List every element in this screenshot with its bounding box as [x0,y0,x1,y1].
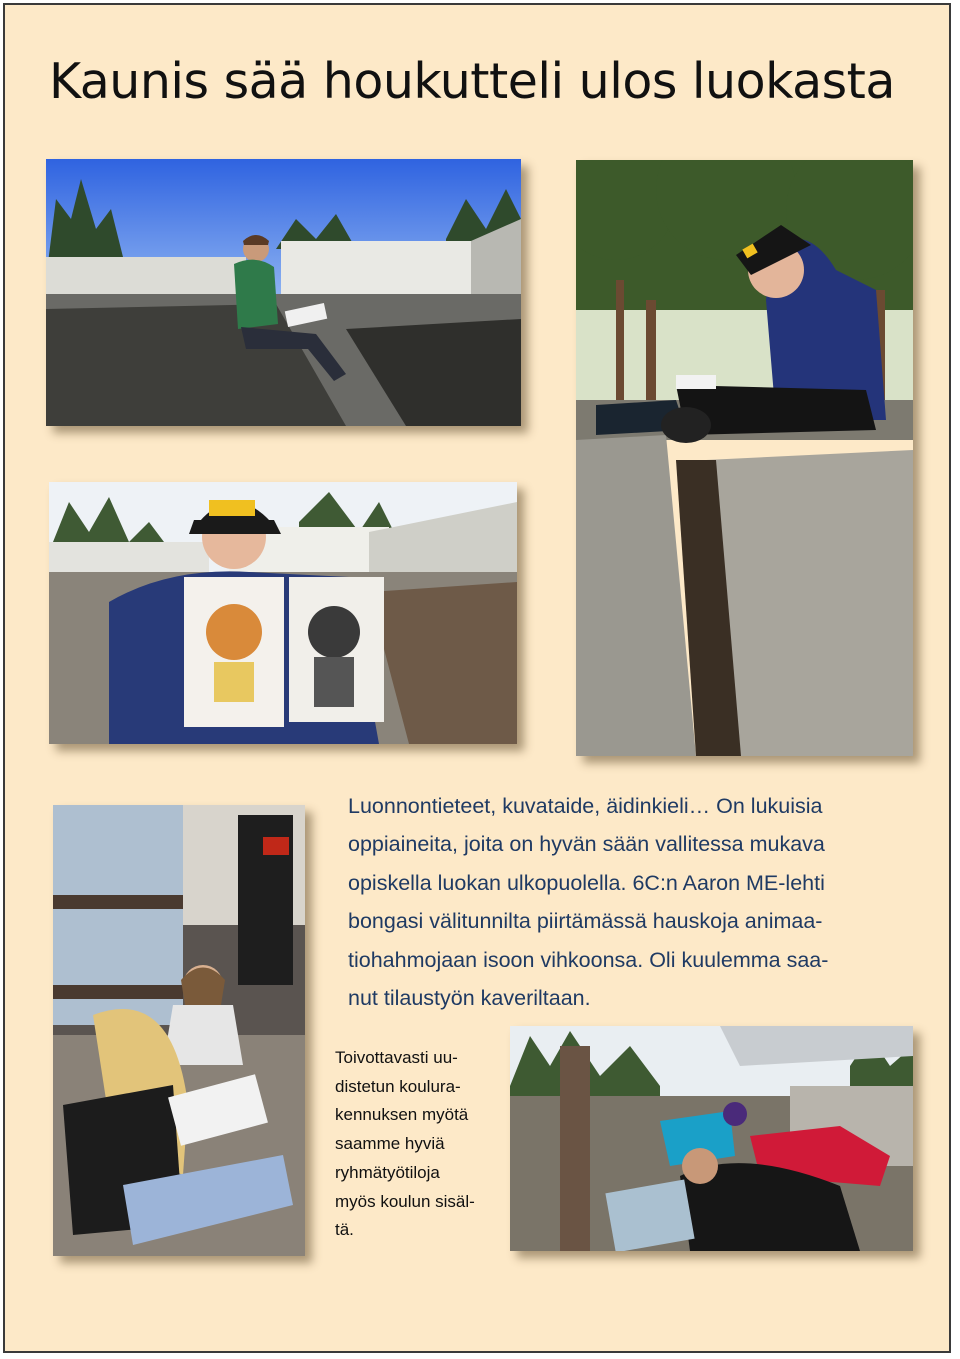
photo-boy-showing-drawings [49,482,517,744]
page-title: Kaunis sää houkutteli ulos luokasta [49,53,895,110]
photo-boy-in-cap-writing-on-rock [576,160,913,756]
side-note: Toivottavasti uu- distetun koulura- kennuksen myötä saamme hyviä ryhmätyötiloja myös koulun sisäl- tä. [335,1048,475,1240]
newsletter-page [3,3,951,1353]
photo-girls-reading-in-hallway [53,805,305,1256]
photo-boy-sketching-on-rock [46,159,521,426]
photo-students-working-on-rocks [510,1026,913,1251]
article-body: Luonnontieteet, kuvataide, äidinkieli… On lukuisia oppiaineita, joita on hyvän sään vallitessa mukava opiskella luokan ulkopuolella. 6C:n Aaron ME-lehti bongasi välitunnilta piirtämässä hauskoja animaa- tiohahmojaan isoon vihkoonsa. Oli kuulemma saa- nut tilaustyön kaveriltaan. [348,794,829,1011]
